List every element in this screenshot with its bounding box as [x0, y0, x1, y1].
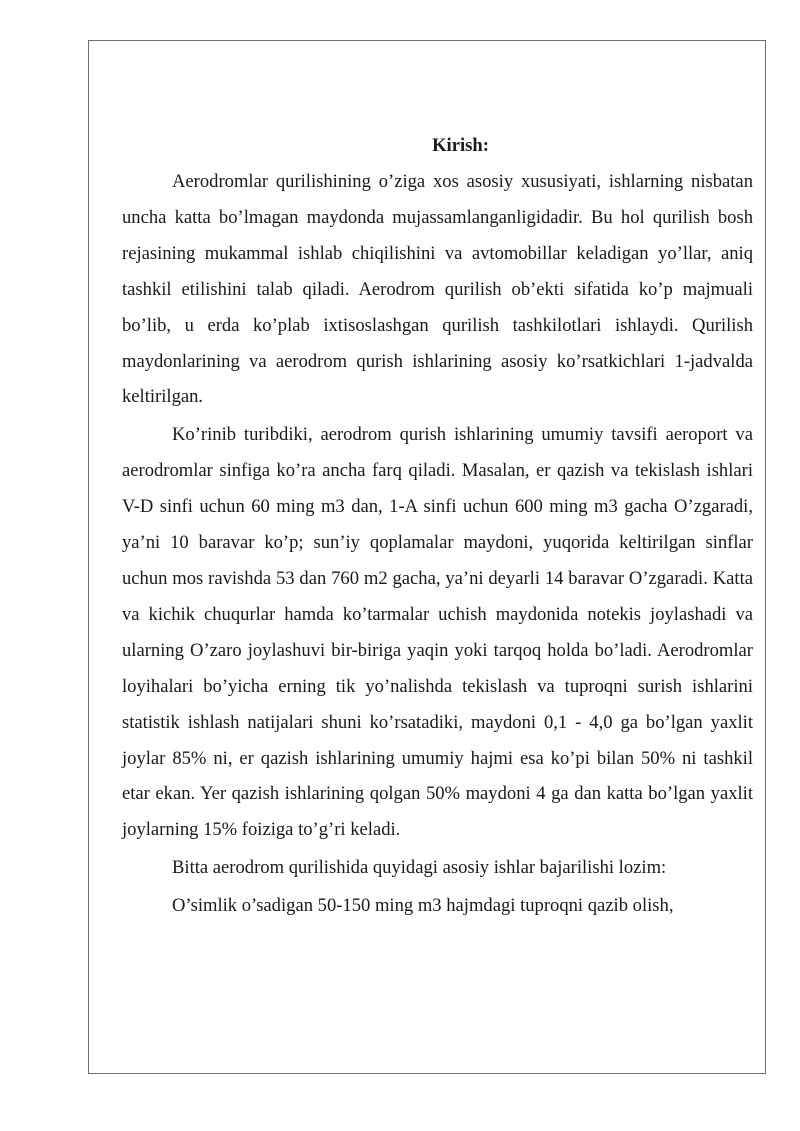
paragraph-intro: Aerodromlar qurilishining o’ziga xos asosiy xususiyati, ishlarning nisbatan uncha katta bo’lmagan maydonda mujassamlanganligidadir. Bu hol qurilish bosh rejasining mukammal ishlab chiqilishini va avtomobillar keladigan yo’llar, aniq tashkil etilishini talab qiladi. Aerodrom qurilish ob’ekti sifatida ko’p majmuali bo’lib, u erda ko’plab ixtisoslashgan qurilish tashkilotlari ishlaydi. Qurilish maydonlarining va aerodrom qurish ishlarining asosiy ko’rsatkichlari 1-jadvalda keltirilgan.	[122, 171, 753, 408]
paragraph-works-lead: Bitta aerodrom qurilishida quyidagi asosiy ishlar bajarilishi lozim:	[172, 857, 667, 879]
paragraph-analysis: Ko’rinib turibdiki, aerodrom qurish ishlarining umumiy tavsifi aeroport va aerodromlar sinfiga ko’ra ancha farq qiladi. Masalan, er qazish va tekislash ishlari V-D sinfi uchun 60 ming m3 dan, 1-A sinfi uchun 600 ming m3 gacha O’zgaradi, ya’ni 10 baravar ko’p; sun’iy qoplamalar maydoni, yuqorida keltirilgan sinflar uchun mos ravishda 53 dan 760 m2 gacha, ya’ni deyarli 14 baravar O’zgaradi. Katta va kichik chuqurlar hamda ko’tarmalar uchish maydonida notekis joylashadi va ularning O’zaro joylashuvi bir-biriga yaqin yoki tarqoq holda bo’ladi. Aerodromlar loyihalari bo’yicha erning tik yo’nalishda tekislash va tuproqni surish ishlarini statistik ishlash natijalari shuni ko’rsatadiki, maydoni 0,1 - 4,0 ga bo’lgan yaxlit joylar 85% ni, er qazish ishlarining umumiy hajmi esa ko’pi bilan 50% ni tashkil etar ekan. Yer qazish ishlarining qolgan 50% maydoni 4 ga dan katta bo’lgan yaxlit joylarning 15% foiziga to’g’ri keladi.	[122, 424, 753, 841]
paragraph-works-item: O’simlik o’sadigan 50-150 ming m3 hajmdagi tuproqni qazib olish,	[172, 895, 674, 917]
section-heading: Kirish:	[432, 135, 489, 156]
document-body	[122, 128, 753, 924]
